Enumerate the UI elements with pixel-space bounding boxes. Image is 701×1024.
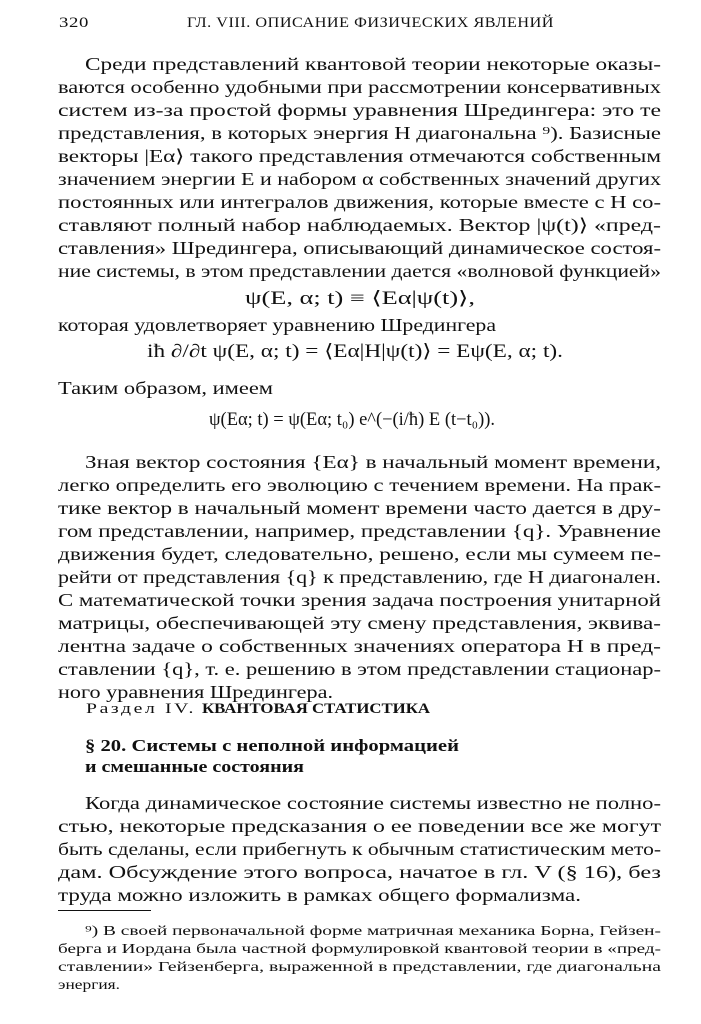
paragraph-line: векторы |Eα⟩ такого представления отмечаются собственным: [58, 146, 661, 166]
paragraph-line: тике вектор в начальный момент времени часто дается в дру-: [58, 498, 661, 518]
paragraph-line: С математической точки зрения задача построения унитарной: [58, 590, 661, 610]
footnote-line: берга и Иордана была частной формулировкой квантовой теории в «пред-: [58, 941, 661, 956]
paragraph-line: матрицы, обеспечивающей эту смену представления, эквива-: [58, 613, 661, 633]
formula-schrodinger-equation: iħ ∂/∂t ψ(E, α; t) = ⟨Eα|H|ψ(t)⟩ = Eψ(E, α; t).: [147, 342, 563, 362]
paragraph-line: систем из-за простой формы уравнения Шредингера: это те: [58, 100, 661, 120]
paragraph-line: представления, в которых энергия H диагональна ⁹). Базисные: [58, 123, 661, 143]
paragraph-line: ставления» Шредингера, описывающий динамическое состоя-: [58, 238, 661, 258]
paragraph-line: дам. Обсуждение этого вопроса, начатое в гл. V (§ 16), без: [58, 862, 661, 882]
page-number: 320: [59, 15, 89, 31]
paragraph-line: Когда динамическое состояние системы известно не полно-: [85, 793, 661, 813]
section-title: КВАНТОВАЯ СТАТИСТИКА: [202, 701, 430, 717]
footnote-line: ⁹) В своей первоначальной форме матричная механика Борна, Гейзен-: [85, 923, 661, 938]
paragraph-line: легко определить его эволюцию с течением времени. На прак-: [58, 475, 661, 495]
subsection-heading: и смешанные состояния: [85, 757, 304, 776]
paragraph-line: Таким образом, имеем: [58, 378, 273, 398]
paragraph-line: рейти от представления {q} к представлению, где H диагонален.: [58, 567, 661, 587]
paragraph-line: которая удовлетворяет уравнению Шредингера: [58, 315, 496, 335]
paragraph-line: ние системы, в этом представлении дается «волновой функцией»: [58, 261, 661, 281]
subsection-heading: § 20. Системы с неполной информацией: [85, 736, 459, 755]
paragraph-line: Среди представлений квантовой теории некоторые оказы-: [85, 54, 661, 74]
paragraph-line: ного уравнения Шредингера.: [58, 682, 333, 702]
paragraph-line: ваются особенно удобными при рассмотрении консервативных: [58, 77, 661, 97]
paragraph-line: лентна задаче о собственных значениях оператора H в пред-: [58, 636, 661, 656]
section-label: Раздел IV.: [86, 701, 196, 717]
running-title: ГЛ. VIII. ОПИСАНИЕ ФИЗИЧЕСКИХ ЯВЛЕНИЙ: [187, 15, 554, 31]
footnote-line: ставлении» Гейзенберга, выраженной в представлении, где диагональна: [58, 959, 661, 974]
footnote-rule: [58, 910, 151, 911]
footnote-line: энергия.: [58, 977, 120, 992]
paragraph-line: ставлении {q}, т. е. решению в этом представлении стационар-: [58, 659, 661, 679]
paragraph-line: быть сделаны, если прибегнуть к обычным статистическим мето-: [58, 839, 661, 859]
paragraph-line: гом представлении, например, представлении {q}. Уравнение: [58, 521, 661, 541]
paragraph-line: стью, некоторые предсказания о ее поведении все же могут: [58, 816, 661, 836]
paragraph-line: труда можно изложить в рамках общего формализма.: [58, 885, 581, 905]
paragraph-line: ставляют полный набор наблюдаемых. Вектор |ψ(t)⟩ «пред-: [58, 215, 661, 235]
paragraph-line: движения будет, следовательно, решено, если мы сумеем пе-: [58, 544, 661, 564]
paragraph-line: значением энергии E и набором α собственных значений других: [58, 169, 661, 189]
formula-wave-function: ψ(E, α; t) ≡ ⟨Eα|ψ(t)⟩,: [245, 289, 475, 309]
paragraph-line: Зная вектор состояния {Eα} в начальный момент времени,: [85, 452, 661, 472]
paragraph-line: постоянных или интегралов движения, которые вместе с H со-: [58, 192, 661, 212]
formula-time-evolution: ψ(Eα; t) = ψ(Eα; t₀) e^(−(i/ħ) E (t−t₀)).: [209, 410, 495, 430]
